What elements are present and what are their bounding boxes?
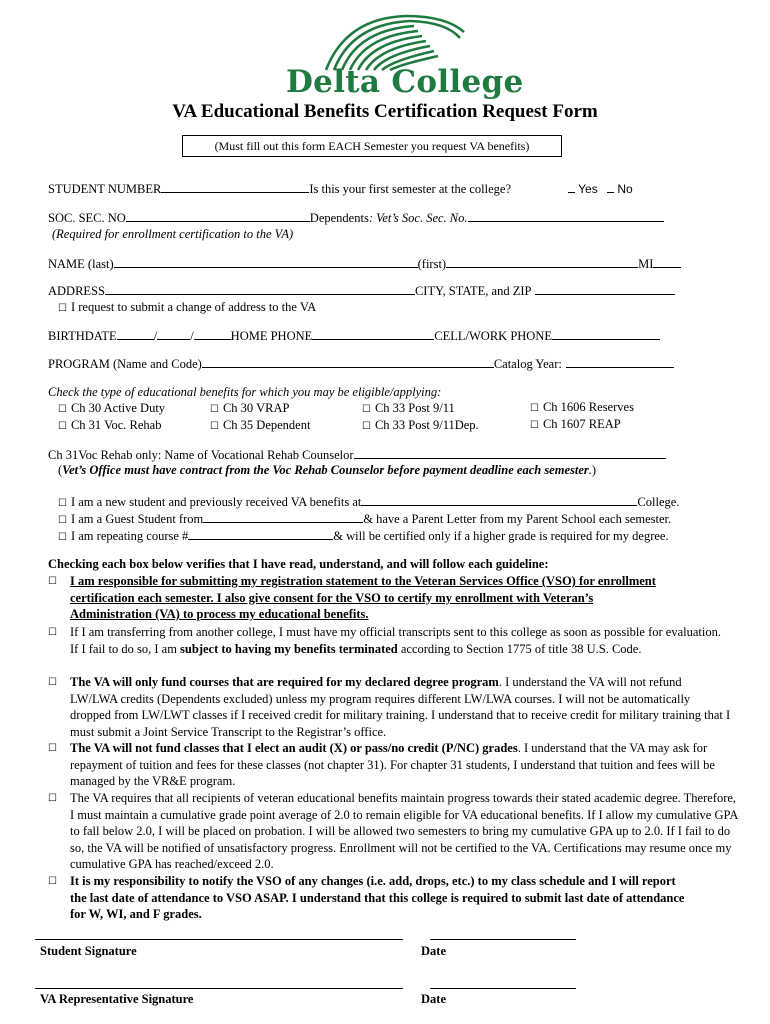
va-date-line[interactable]: [430, 988, 576, 989]
guideline-2-tail: according to Section 1775 of title 38 U.S. Code.: [397, 641, 642, 656]
ssn-field[interactable]: [126, 210, 310, 222]
va-signature-line[interactable]: [35, 988, 403, 989]
benefit-label: Ch 33 Post 9/11Dep.: [374, 418, 479, 432]
checkbox-icon[interactable]: ☐: [48, 677, 57, 688]
guideline-4-text: . I understand that the VA may ask for repayment of tuition and fees for these classes (not chapter 31). For chapter 31 students, I understand that tuition and fees will be managed by the VR&E program.: [70, 741, 715, 789]
name-first-label: (first): [417, 257, 447, 271]
va-signature-label: VA Representative Signature: [40, 992, 194, 1006]
benefits-prompt: Check the type of educational benefits for which you may be eligible/applying:: [48, 385, 442, 399]
guideline-3-text: . I understand the VA will not refund LW/LWA credits (Dependents excluded) unless my program requires different LW/LWA courses. I will not be automatically dropped from LW/LWT classes if I received credit for military training. I understand that to receive credit for military training that I must submit a Joint Service Transcript to the Registrar’s office.: [70, 675, 731, 739]
benefit-label: Ch 30 VRAP: [222, 401, 290, 415]
catalog-year-field[interactable]: [566, 356, 674, 368]
benefit-option[interactable]: [530, 400, 634, 415]
mi-field[interactable]: [653, 256, 681, 268]
benefit-option[interactable]: [210, 418, 310, 433]
guideline-2-text: If I am transferring from another college, I must have my official transcripts sent to this college as soon as possible for evaluation. If I fail to do so, I am: [70, 625, 721, 656]
parent-school-field[interactable]: [203, 511, 363, 523]
first-semester-question: Is this your first semester at the college?: [309, 182, 512, 196]
benefit-option[interactable]: [362, 418, 479, 433]
name-first-field[interactable]: [446, 256, 638, 268]
checkbox-icon[interactable]: ☐: [48, 627, 57, 638]
previous-college-field[interactable]: [361, 494, 637, 506]
birth-day-field[interactable]: [157, 328, 190, 340]
repeat-course-suffix: & will be certified only if a higher grade is required for my degree.: [333, 529, 669, 543]
subtitle-box: [182, 135, 562, 157]
benefit-label: Ch 1607 REAP: [542, 417, 621, 431]
benefit-option[interactable]: [530, 417, 621, 432]
catalog-year-label: Catalog Year:: [493, 357, 562, 371]
birth-year-field[interactable]: [194, 328, 231, 340]
benefit-label: Ch 30 Active Duty: [70, 401, 166, 415]
rehab-label: Ch 31Voc Rehab only: Name of Vocational Rehab Counselor: [48, 448, 354, 462]
guideline-3-bold: The VA will only fund courses that are required for my declared degree program: [70, 675, 499, 689]
checkbox-icon[interactable]: ☐: [48, 876, 57, 887]
birth-month-field[interactable]: [117, 328, 154, 340]
new-student-row: [58, 494, 679, 510]
benefit-label: Ch 31 Voc. Rehab: [70, 418, 162, 432]
new-student-label: I am a new student and previously received VA benefits at: [70, 495, 362, 509]
checkbox-icon[interactable]: ☐: [48, 743, 57, 754]
guest-student-row: [58, 511, 671, 527]
program-field[interactable]: [202, 356, 494, 368]
benefit-label: Ch 33 Post 9/11: [374, 401, 455, 415]
birthdate-row: BIRTHDATE / / HOME PHONE CELL/WORK PHONE: [48, 328, 660, 344]
address-change-row: [58, 300, 316, 315]
no-checkbox[interactable]: [607, 181, 614, 193]
rehab-counselor-field[interactable]: [354, 447, 666, 459]
guideline-5: The VA requires that all recipients of veteran educational benefits maintain progress towards their stated academic degree. Therefore, I must maintain a cumulative grade point average of 2.0 to remain eligible for VA educational benefits. If I allow my cumulative GPA to fall below 2.0, I will be placed on probation. I will be allowed two semesters to bring my cumulative GPA up to 2.0. If I fail to do so, the VA will be notified of unsatisfactory progress. Enrollment will not be certified to the VA. Certifications may resume once my cumulative GPA has reached/exceed 2.0.: [70, 791, 738, 872]
address-row: [48, 283, 675, 299]
student-signature-line[interactable]: [35, 939, 403, 940]
guideline-3: [70, 674, 732, 740]
dependents-label: Dependents: [309, 211, 369, 225]
home-phone-field[interactable]: [312, 328, 434, 340]
student-date-line[interactable]: [430, 939, 576, 940]
form-title: VA Educational Benefits Certification Request Form: [172, 101, 598, 122]
mi-label: MI: [638, 257, 654, 271]
va-date-label: Date: [421, 992, 446, 1006]
address-field[interactable]: [105, 283, 415, 295]
logo-college-name: Delta College: [286, 64, 524, 100]
checkbox-icon[interactable]: ☐: [362, 404, 371, 415]
guideline-4-bold: The VA will not fund classes that I elect an audit (X) or pass/no credit (P/NC) grades: [70, 741, 518, 755]
guideline-2-bold: subject to having my benefits terminated: [180, 641, 398, 656]
guideline-4: [70, 740, 732, 790]
checkbox-icon[interactable]: ☐: [58, 303, 67, 314]
repeat-course-label: I am repeating course #: [70, 529, 189, 543]
rehab-note-row: (Vet’s Office must have contract from the Voc Rehab Counselor before payment deadline each semester.): [58, 463, 597, 477]
name-row: [48, 256, 681, 272]
ssn-note: (Required for enrollment certification to the VA): [52, 227, 294, 241]
vet-ssn-field[interactable]: [468, 210, 664, 222]
no-label: No: [617, 182, 633, 196]
college-logo: [286, 10, 524, 105]
guideline-6: It is my responsibility to notify the VSO of any changes (i.e. add, drops, etc.) to my class schedule and I will report the last date of attendance to VSO ASAP. I understand that this college is required to submit last date of attendance for W, WI, and F grades.: [70, 874, 685, 922]
ssn-label: SOC. SEC. NO: [48, 211, 126, 225]
subtitle: (Must fill out this form EACH Semester you request VA benefits): [214, 139, 530, 153]
yes-label: Yes: [578, 182, 598, 196]
checkbox-icon[interactable]: ☐: [58, 515, 67, 526]
student-number-field[interactable]: [161, 181, 309, 193]
checkbox-icon[interactable]: ☐: [48, 793, 57, 804]
first-semester-options: [568, 181, 633, 196]
checkbox-icon[interactable]: ☐: [530, 420, 539, 431]
checkbox-icon[interactable]: ☐: [58, 498, 67, 509]
city-state-zip-field[interactable]: [535, 283, 675, 295]
college-suffix: College.: [637, 495, 680, 509]
repeat-course-row: [58, 528, 669, 544]
city-state-zip-label: CITY, STATE, and ZIP: [414, 284, 532, 298]
cell-phone-label: CELL/WORK PHONE: [434, 329, 552, 343]
ssn-row: [48, 210, 664, 226]
student-date-label: Date: [421, 944, 446, 958]
yes-checkbox[interactable]: [568, 181, 575, 193]
checkbox-icon[interactable]: ☐: [58, 421, 67, 432]
guest-student-suffix: & have a Parent Letter from my Parent School each semester.: [363, 512, 672, 526]
checkbox-icon[interactable]: ☐: [210, 421, 219, 432]
checkbox-icon[interactable]: ☐: [530, 403, 539, 414]
home-phone-label: HOME PHONE: [230, 329, 313, 343]
benefit-label: Ch 1606 Reserves: [542, 400, 634, 414]
checkbox-icon[interactable]: ☐: [362, 421, 371, 432]
birthdate-label: BIRTHDATE: [48, 329, 117, 343]
guideline-2: [70, 624, 732, 657]
name-last-label: NAME (last): [48, 257, 114, 271]
benefit-option[interactable]: [58, 418, 161, 433]
checkbox-icon[interactable]: ☐: [210, 404, 219, 415]
address-change-label: I request to submit a change of address to the VA: [70, 300, 317, 314]
guidelines-heading: Checking each box below verifies that I have read, understand, and will follow each guideline:: [48, 557, 549, 571]
student-signature-label: Student Signature: [40, 944, 137, 958]
program-label: PROGRAM (Name and Code): [48, 357, 202, 371]
cell-phone-field[interactable]: [552, 328, 660, 340]
student-number-label: STUDENT NUMBER: [48, 182, 162, 196]
dependents-colon: : Vet’s Soc. Sec. No.: [368, 211, 468, 225]
benefit-option[interactable]: [58, 401, 165, 416]
rehab-row: [48, 447, 666, 463]
guest-student-label: I am a Guest Student from: [70, 512, 204, 526]
name-last-field[interactable]: [114, 256, 418, 268]
benefit-option[interactable]: [362, 401, 455, 416]
checkbox-icon[interactable]: ☐: [58, 404, 67, 415]
logo-arch-icon: [286, 10, 486, 72]
benefit-label: Ch 35 Dependent: [222, 418, 311, 432]
checkbox-icon[interactable]: ☐: [48, 576, 57, 587]
student-number-row: [48, 181, 511, 197]
rehab-note: Vet’s Office must have contract from the Voc Rehab Counselor before payment deadline each semester: [62, 463, 589, 477]
course-number-field[interactable]: [188, 528, 333, 540]
address-label: ADDRESS: [48, 284, 105, 298]
checkbox-icon[interactable]: ☐: [58, 532, 67, 543]
program-row: [48, 356, 674, 372]
guideline-1: I am responsible for submitting my registration statement to the Veteran Services Office (VSO) for enrollment certification each semester. I also give consent for the VSO to certify my enrollment with Veteran’s Administration (VA) to process my educational benefits.: [70, 574, 656, 622]
benefit-option[interactable]: [210, 401, 289, 416]
